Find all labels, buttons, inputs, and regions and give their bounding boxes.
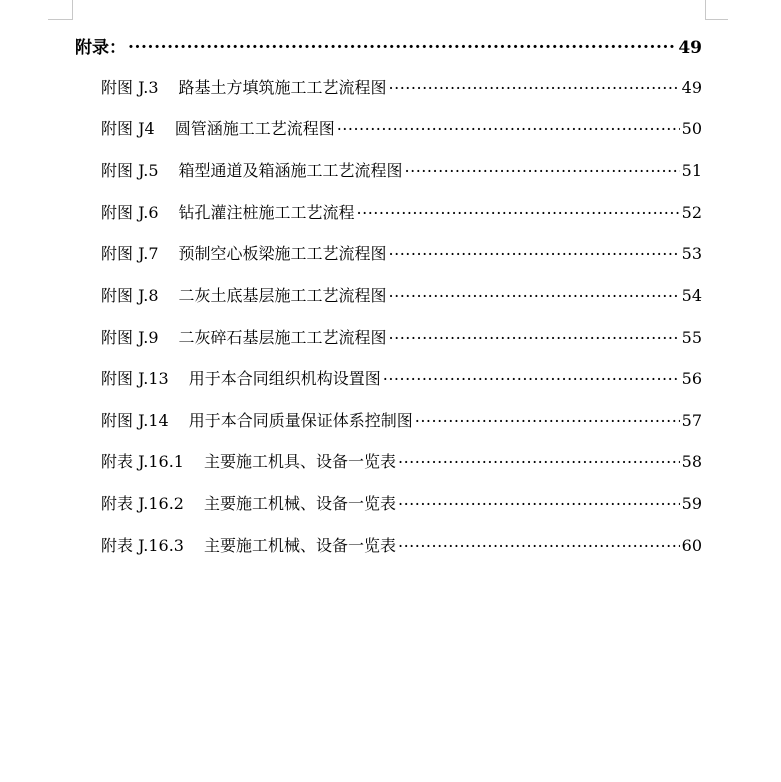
- toc-entry-title: 二灰土底基层施工工艺流程图: [178, 286, 387, 305]
- toc-entry-label: 附图 J.13: [101, 369, 169, 388]
- toc-page-number: 57: [681, 411, 702, 430]
- toc-entry-label: 附图 J4: [101, 119, 155, 138]
- toc-entry-label: 附图 J.14: [101, 411, 169, 430]
- toc-page-number: 51: [681, 161, 702, 180]
- toc-entry[interactable]: [101, 116, 702, 139]
- toc-entry-label: 附图 J.7: [101, 244, 159, 263]
- toc-page-number: 52: [681, 203, 702, 222]
- toc-entry-title: 用于本合同组织机构设置图: [188, 369, 381, 388]
- toc-leader-dots: [383, 368, 680, 384]
- page-corner-mark-right: [705, 0, 728, 20]
- page-corner-mark-left: [48, 0, 73, 20]
- toc-entry[interactable]: [101, 283, 702, 306]
- toc-entry[interactable]: [101, 491, 702, 514]
- toc-leader-dots: [389, 243, 680, 259]
- toc-entry-title: 主要施工机械、设备一览表: [203, 536, 396, 555]
- toc-entry-title: 主要施工机械、设备一览表: [203, 494, 396, 513]
- toc-heading-appendix[interactable]: [75, 33, 702, 58]
- toc-entry-label: 附表 J.16.1: [101, 452, 184, 471]
- toc-page-number: 54: [681, 286, 702, 305]
- toc-entry-label: 附表 J.16.2: [101, 494, 184, 513]
- toc-page-number: 53: [681, 244, 702, 263]
- toc-entry-title: 用于本合同质量保证体系控制图: [188, 411, 413, 430]
- toc-entry-label: 附图 J.6: [101, 203, 159, 222]
- toc-page-number: 49: [678, 38, 702, 58]
- toc-entry-label: 附图 J.3: [101, 78, 159, 97]
- toc-page-number: 56: [681, 369, 702, 388]
- toc-leader-dots: [128, 36, 676, 53]
- toc-page-number: 58: [681, 452, 702, 471]
- toc-entry-title: 预制空心板梁施工工艺流程图: [178, 244, 387, 263]
- toc-leader-dots: [357, 202, 680, 218]
- toc-entry-label: 附图 J.5: [101, 161, 159, 180]
- toc-leader-dots: [389, 77, 680, 93]
- toc-leader-dots: [398, 535, 680, 551]
- toc-leader-dots: [389, 327, 680, 343]
- toc-entry[interactable]: [101, 158, 702, 181]
- toc-entry-label: 附图 J.8: [101, 286, 159, 305]
- toc-entry[interactable]: [101, 533, 702, 556]
- toc-leader-dots: [398, 493, 680, 509]
- toc-leader-dots: [415, 410, 680, 426]
- toc-entry-label: 附图 J.9: [101, 328, 159, 347]
- toc-leader-dots: [337, 118, 680, 134]
- toc-entry[interactable]: [101, 75, 702, 98]
- toc-entry[interactable]: [101, 200, 702, 223]
- toc-entry-title: 圆管涵施工工艺流程图: [174, 119, 335, 138]
- toc-entry-title: 钻孔灌注桩施工工艺流程: [178, 203, 355, 222]
- toc-entry[interactable]: [101, 408, 702, 431]
- toc-leader-dots: [405, 160, 680, 176]
- toc-entry[interactable]: [101, 366, 702, 389]
- toc-heading-title: 附录：: [75, 38, 126, 58]
- toc-page-number: 55: [681, 328, 702, 347]
- toc-leader-dots: [398, 451, 680, 467]
- toc-entry[interactable]: [101, 449, 702, 472]
- toc-page-number: 49: [681, 78, 702, 97]
- toc-entry[interactable]: [101, 325, 702, 348]
- toc-entry[interactable]: [101, 241, 702, 264]
- toc-entry-label: 附表 J.16.3: [101, 536, 184, 555]
- toc-page-number: 60: [681, 536, 702, 555]
- toc-entry-title: 二灰碎石基层施工工艺流程图: [178, 328, 387, 347]
- toc-entry-title: 箱型通道及箱涵施工工艺流程图: [178, 161, 403, 180]
- toc-leader-dots: [389, 285, 680, 301]
- toc-entry-title: 主要施工机具、设备一览表: [203, 452, 396, 471]
- toc-page-number: 50: [681, 119, 702, 138]
- toc-page-number: 59: [681, 494, 702, 513]
- toc-entry-title: 路基土方填筑施工工艺流程图: [178, 78, 387, 97]
